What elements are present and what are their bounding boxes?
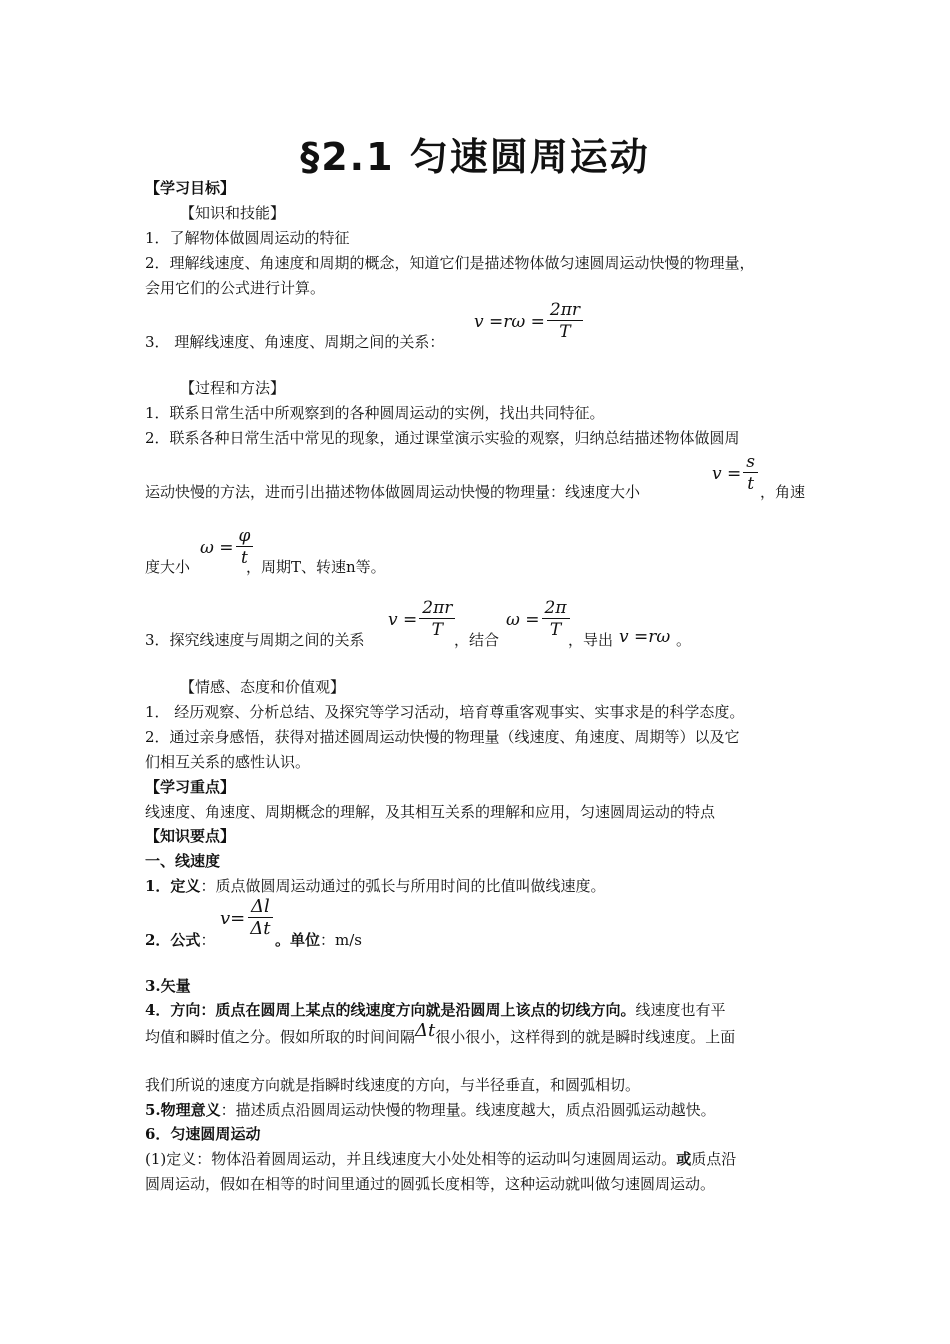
knowledge-item-2-cont: 会用它们的公式进行计算。	[145, 279, 326, 297]
formula-denominator: t	[241, 548, 248, 568]
unit-label: 。单位	[275, 931, 321, 949]
process-item-1: 1．联系日常生活中所观察到的各种圆周运动的实例，找出共同特征。	[145, 404, 605, 422]
formula-numerator: 2πr	[547, 300, 583, 321]
formula-lhs: ω =	[200, 537, 234, 558]
focus-text: 线速度、角速度、周期概念的理解，及其相互关系的理解和应用，匀速圆周运动的特点	[145, 803, 716, 821]
formula-lhs: v =rω =	[474, 311, 545, 332]
definition-text: ：质点做圆周运动通过的弧长与所用时间的比值叫做线速度。	[200, 877, 606, 895]
formula-colon: ：	[200, 931, 216, 949]
uniform-definition-post: 质点沿	[691, 1150, 737, 1168]
formula-v-2pir-T	[388, 598, 457, 641]
formula-denominator: T	[549, 620, 562, 640]
formula-v-delta-l-delta-t	[220, 897, 276, 940]
uniform-definition-1	[145, 1149, 736, 1169]
direction-text: 线速度也有平	[635, 1001, 726, 1019]
formula-numerator: 2πr	[419, 598, 455, 619]
definition-line	[145, 876, 605, 896]
section-linear-velocity: 一、线速度	[145, 852, 221, 870]
formula-line	[145, 930, 215, 950]
formula-label: 2．公式	[145, 931, 201, 949]
process-heading: 【过程和方法】	[180, 379, 286, 397]
points-heading: 【知识要点】	[145, 827, 236, 845]
delta-t-symbol: Δt	[415, 1020, 436, 1041]
formula-denominator: Δt	[250, 918, 271, 939]
direction-line-3: 我们所说的速度方向就是指瞬时线速度的方向，与半径垂直，和圆弧相切。	[145, 1076, 641, 1094]
uniform-definition-2: 圆周运动，假如在相等的时间里通过的圆弧长度相等，这种运动就叫做匀速圆周运动。	[145, 1175, 716, 1193]
formula-v-s-t	[712, 452, 760, 495]
formula-numerator: s	[743, 452, 758, 473]
formula-numerator: 2π	[542, 598, 570, 619]
formula-lhs: v =	[388, 609, 418, 630]
formula-lhs: ω =	[506, 609, 540, 630]
direction-label: 4．方向：质点在圆周上某点的线速度方向就是沿圆周上该点的切线方向。	[145, 1001, 636, 1019]
emotion-item-1: 1． 经历观察、分析总结、及探究等学习活动，培育尊重客观事实、实事求是的科学态度。	[145, 703, 745, 721]
formula-lhs: v =	[712, 463, 742, 484]
process-item-2-cont2: 度大小	[145, 558, 191, 576]
process-item-3-period: 。	[676, 631, 692, 649]
formula-omega-2pi-T	[506, 598, 572, 641]
process-item-3-end: ，导出	[568, 631, 614, 649]
process-item-3-mid: ，结合	[454, 631, 500, 649]
meaning-label: 5.物理意义	[145, 1101, 221, 1119]
process-item-3: 3．探究线速度与周期之间的关系	[145, 631, 365, 649]
process-item-2-cont: 运动快慢的方法，进而引出描述物体做圆周运动快慢的物理量：线速度大小	[145, 483, 641, 501]
knowledge-heading: 【知识和技能】	[180, 204, 286, 222]
formula-denominator: T	[559, 322, 571, 342]
unit-value: ：m/s	[320, 931, 362, 949]
unit-line	[275, 930, 362, 950]
emotion-item-2-cont: 们相互关系的感性认识。	[145, 753, 311, 771]
vector-line: 3.矢量	[145, 977, 191, 995]
formula-numerator: φ	[236, 526, 254, 547]
uniform-circular-heading: 6．匀速圆周运动	[145, 1125, 261, 1143]
knowledge-item-3: 3． 理解线速度、角速度、周期之间的关系：	[145, 333, 445, 351]
page-title: §2.1 匀速圆周运动	[300, 135, 650, 179]
meaning-line	[145, 1100, 716, 1120]
focus-heading: 【学习重点】	[145, 778, 236, 796]
formula-denominator: t	[747, 474, 755, 494]
knowledge-item-1: 1．了解物体做圆周运动的特征	[145, 229, 350, 247]
goals-heading: 【学习目标】	[145, 179, 236, 197]
direction-line-2-pre: 均值和瞬时值之分。假如所取的时间间隔	[145, 1028, 416, 1046]
definition-label: 1．定义	[145, 877, 201, 895]
meaning-text: ：描述质点沿圆周运动快慢的物理量。线速度越大，质点沿圆弧运动越快。	[220, 1101, 716, 1119]
knowledge-item-2: 2．理解线速度、角速度和周期的概念，知道它们是描述物体做匀速圆周运动快慢的物理量，	[145, 254, 755, 272]
direction-line	[145, 1000, 725, 1020]
process-item-2-tail: ，角速	[760, 483, 806, 501]
process-item-2: 2．联系各种日常生活中常见的现象，通过课堂演示实验的观察，归纳总结描述物体做圆周	[145, 429, 740, 447]
uniform-definition-or: 或	[676, 1150, 692, 1168]
formula-denominator: T	[431, 620, 443, 640]
direction-line-2-post: 很小很小，这样得到的就是瞬时线速度。上面	[435, 1028, 736, 1046]
formula-lhs: v=	[220, 908, 246, 929]
direction-line-2	[145, 1020, 736, 1047]
uniform-definition-pre: (1)定义：物体沿着圆周运动，并且线速度大小处处相等的运动叫匀速圆周运动。	[145, 1150, 677, 1168]
emotion-item-2: 2．通过亲身感悟，获得对描述圆周运动快慢的物理量（线速度、角速度、周期等）以及它	[145, 728, 740, 746]
process-item-2-tail2: ，周期T、转速n等。	[246, 558, 386, 576]
formula-v-r-omega	[474, 300, 585, 343]
emotion-heading: 【情感、态度和价值观】	[180, 678, 346, 696]
formula-numerator: Δl	[248, 897, 273, 918]
formula-v-r-omega-short: v =rω	[619, 627, 671, 647]
